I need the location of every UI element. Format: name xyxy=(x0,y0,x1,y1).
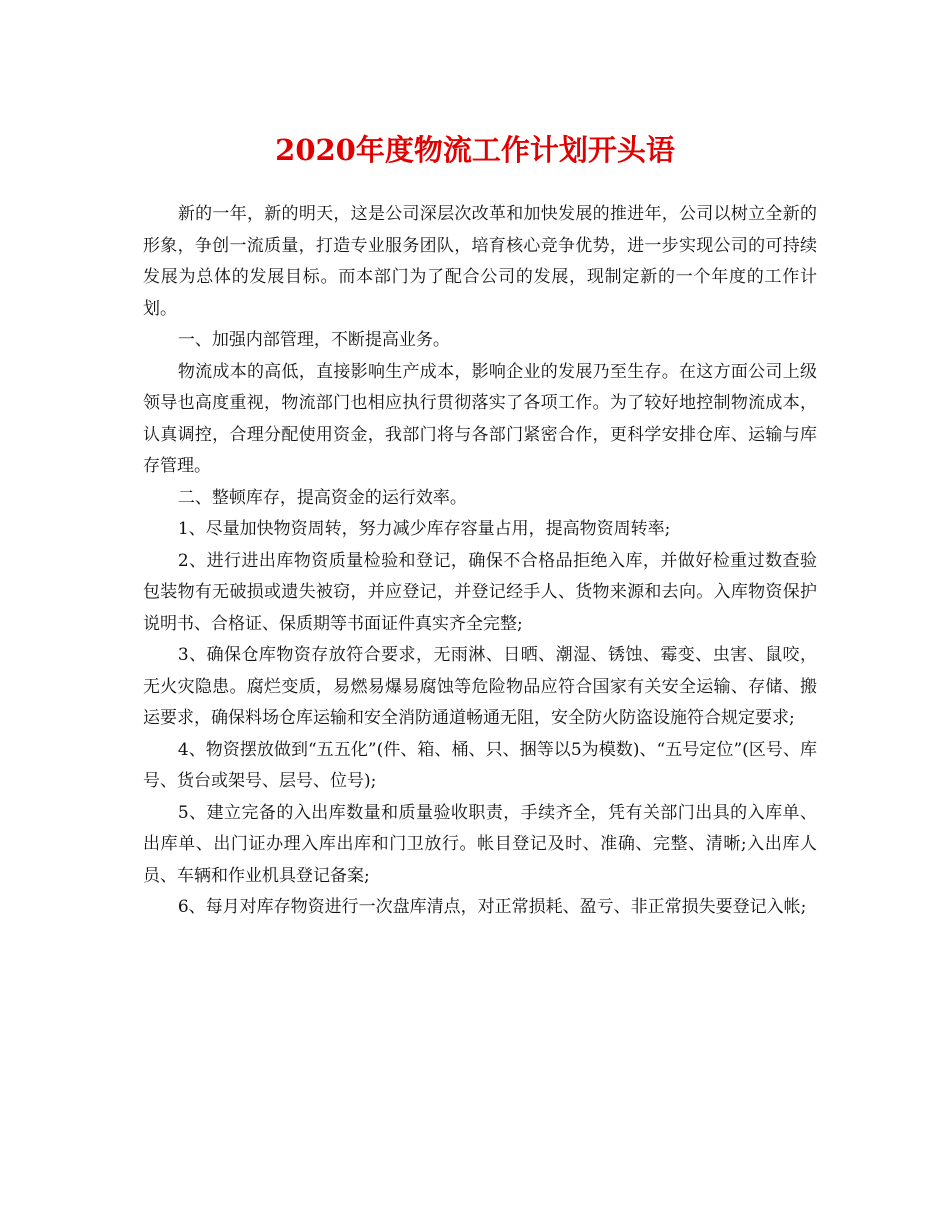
list-item: 4、物资摆放做到“五五化”(件、箱、桶、只、捆等以5为模数)、“五号定位”(区号、库号、货台或架号、层号、位号); xyxy=(143,739,817,791)
section-heading: 一、加强内部管理，不断提高业务。 xyxy=(177,330,450,350)
list-item: 6、每月对库存物资进行一次盘库清点，对正常损耗、盈亏、非正常损失要登记入帐; xyxy=(177,897,807,917)
paragraph: 新的一年，新的明天，这是公司深层次改革和加快发展的推进年，公司以树立全新的形象，争创一流质量，打造专业服务团队，培育核心竞争优势，进一步实现公司的可持续发展为总体的发展目标。而本部门为了配合公司的发展，现制定新的一个年度的工作计划。 xyxy=(143,204,817,319)
list-item: 5、建立完备的入出库数量和质量验收职责，手续齐全，凭有关部门出具的入库单、出库单、出门证办理入库出库和门卫放行。帐目登记及时、准确、完整、清晰;入出库人员、车辆和作业机具登记备案; xyxy=(143,802,817,886)
list-item: 1、尽量加快物资周转，努力减少库存容量占用，提高物资周转率; xyxy=(177,519,671,539)
document-body xyxy=(143,199,817,924)
list-item: 2、进行进出库物资质量检验和登记，确保不合格品拒绝入库，并做好检重过数查验包装物有无破损或遗失被窃，并应登记，并登记经手人、货物来源和去向。入库物资保护说明书、合格证、保质期等书面证件真实齐全完整; xyxy=(143,550,817,634)
section-heading: 二、整顿库存，提高资金的运行效率。 xyxy=(177,487,467,508)
list-item: 3、确保仓库物资存放符合要求，无雨淋、日晒、潮湿、锈蚀、霉变、虫害、鼠咬，无火灾隐患。腐烂变质，易燃易爆易腐蚀等危险物品应符合国家有关安全运输、存储、搬运要求，确保料场仓库运输和安全消防通道畅通无阻，安全防火防盗设施符合规定要求; xyxy=(143,645,817,728)
paragraph: 物流成本的高低，直接影响生产成本，影响企业的发展乃至生存。在这方面公司上级领导也高度重视，物流部门也相应执行贯彻落实了各项工作。为了较好地控制物流成本，认真调控，合理分配使用资金，我部门将与各部门紧密合作，更科学安排仓库、运输与库存管理。 xyxy=(143,361,817,476)
document-title: 2020年度物流工作计划开头语 xyxy=(275,133,675,167)
